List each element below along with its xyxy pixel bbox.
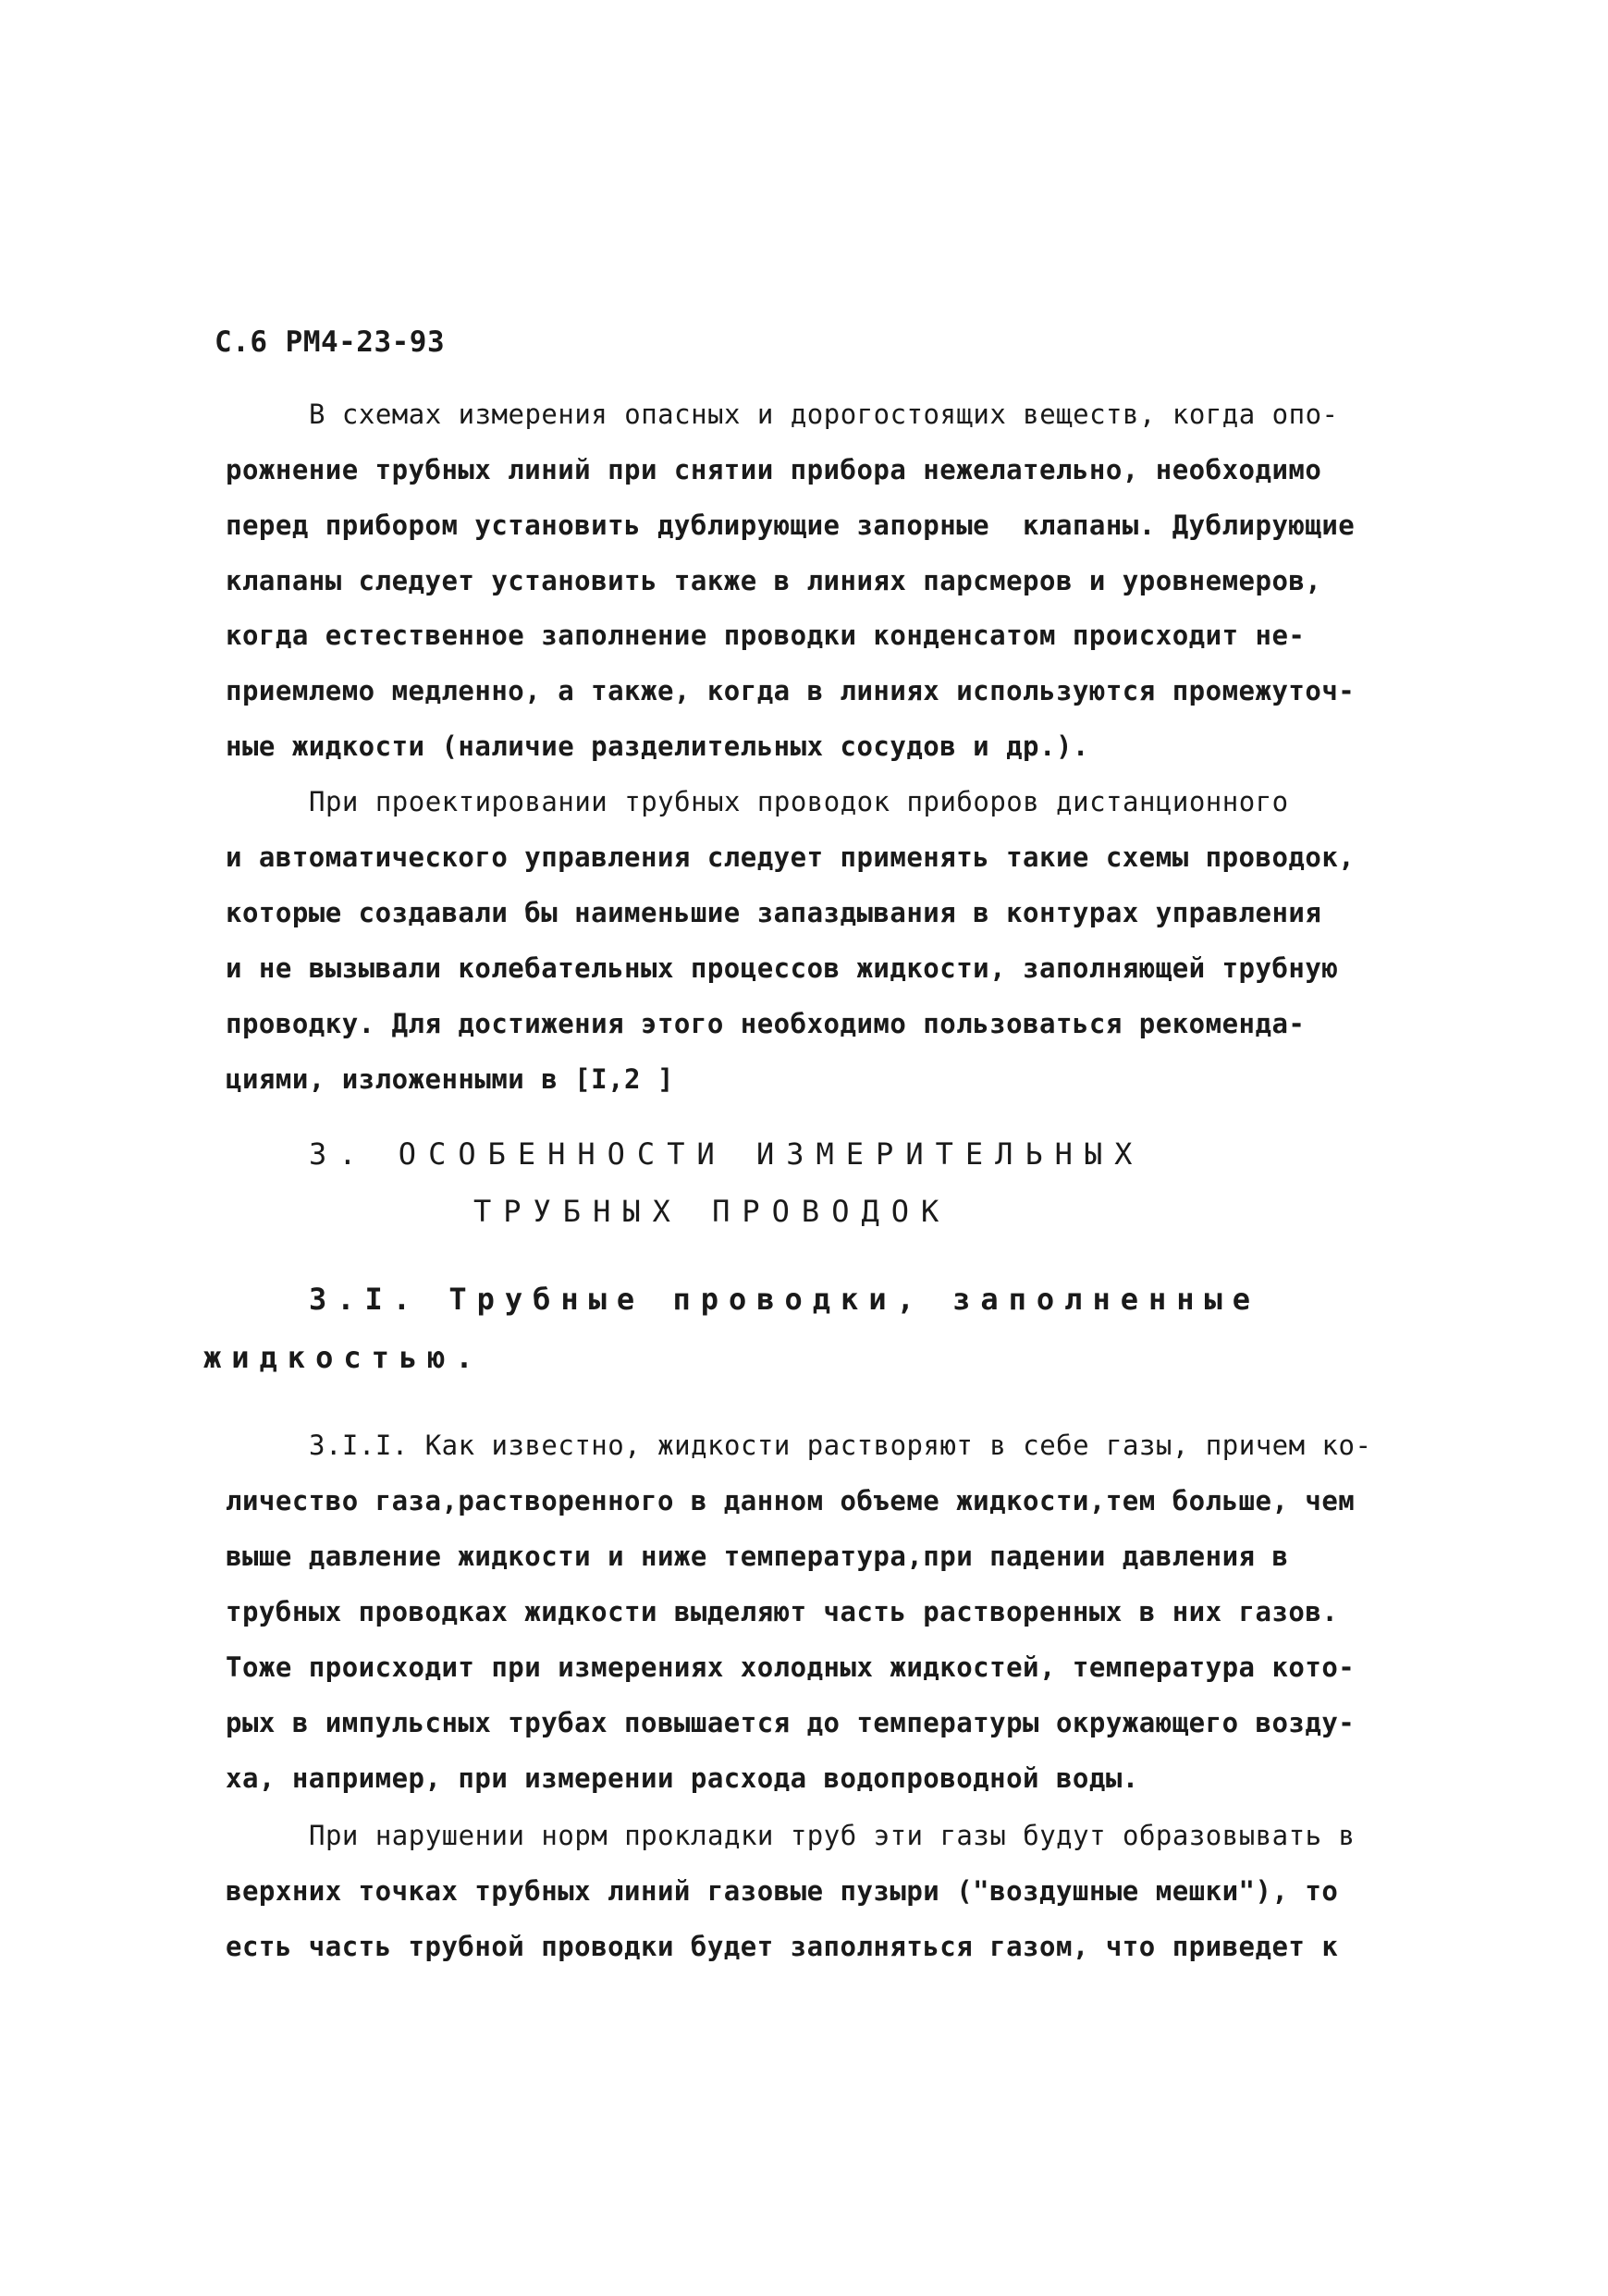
paragraph-line: и автоматического управления следует применять такие схемы проводок,: [226, 841, 1356, 873]
paragraph-line: когда естественное заполнение проводки конденсатом происходит не-: [226, 620, 1306, 651]
paragraph-line: приемлемо медленно, а также, когда в линиях используются промежуточ-: [226, 675, 1356, 706]
paragraph-line: В схемах измерения опасных и дорогостоящих веществ, когда опо-: [309, 399, 1339, 430]
paragraph-line: ные жидкости (наличие разделительных сосудов и др.).: [226, 731, 1089, 762]
section-heading: ТРУБНЫХ ПРОВОДОК: [473, 1194, 951, 1229]
paragraph-line: рых в импульсных трубах повышается до температуры окружающего возду-: [226, 1707, 1356, 1738]
page-header: С.6 РМ4-23-93: [215, 325, 446, 359]
paragraph-line: есть часть трубной проводки будет заполняться газом, что приведет к: [226, 1931, 1339, 1962]
paragraph-line: Тоже происходит при измерениях холодных жидкостей, температура кото-: [226, 1651, 1356, 1683]
paragraph-line: которые создавали бы наименьшие запаздывания в контурах управления: [226, 897, 1322, 928]
paragraph-line: выше давление жидкости и ниже температура,при падении давления в: [226, 1541, 1289, 1572]
paragraph-line: При нарушении норм прокладки труб эти газы будут образовывать в: [309, 1820, 1356, 1851]
paragraph-line: перед прибором установить дублирующие запорные клапаны. Дублирующие: [226, 510, 1356, 541]
paragraph-line: рожнение трубных линий при снятии прибора нежелательно, необходимо: [226, 454, 1322, 485]
paragraph-line: личество газа,растворенного в данном объеме жидкости,тем больше, чем: [226, 1485, 1356, 1516]
paragraph-line: верхних точках трубных линий газовые пузыри ("воздушные мешки"), то: [226, 1875, 1339, 1907]
paragraph-line: проводку. Для достижения этого необходимо пользоваться рекоменда-: [226, 1008, 1306, 1039]
paragraph-line: клапаны следует установить также в линиях парсмеров и уровнемеров,: [226, 565, 1322, 596]
citation-line: циями, изложенными в [I,2 ]: [226, 1063, 674, 1095]
subsection-heading: 3.I. Трубные проводки, заполненные: [309, 1282, 1261, 1317]
paragraph-line: ха, например, при измерении расхода водопроводной воды.: [226, 1762, 1139, 1794]
subsection-heading: жидкостью.: [203, 1340, 484, 1375]
paragraph-line: При проектировании трубных проводок приборов дистанционного: [309, 786, 1289, 817]
section-heading: 3. ОСОБЕННОСТИ ИЗМЕРИТЕЛЬНЫХ: [309, 1136, 1145, 1172]
paragraph-line: и не вызывали колебательных процессов жидкости, заполняющей трубную: [226, 952, 1339, 984]
paragraph-line: трубных проводках жидкости выделяют часть растворенных в них газов.: [226, 1596, 1339, 1627]
paragraph-line: 3.I.I. Как известно, жидкости растворяют в себе газы, причем ко-: [309, 1430, 1372, 1461]
